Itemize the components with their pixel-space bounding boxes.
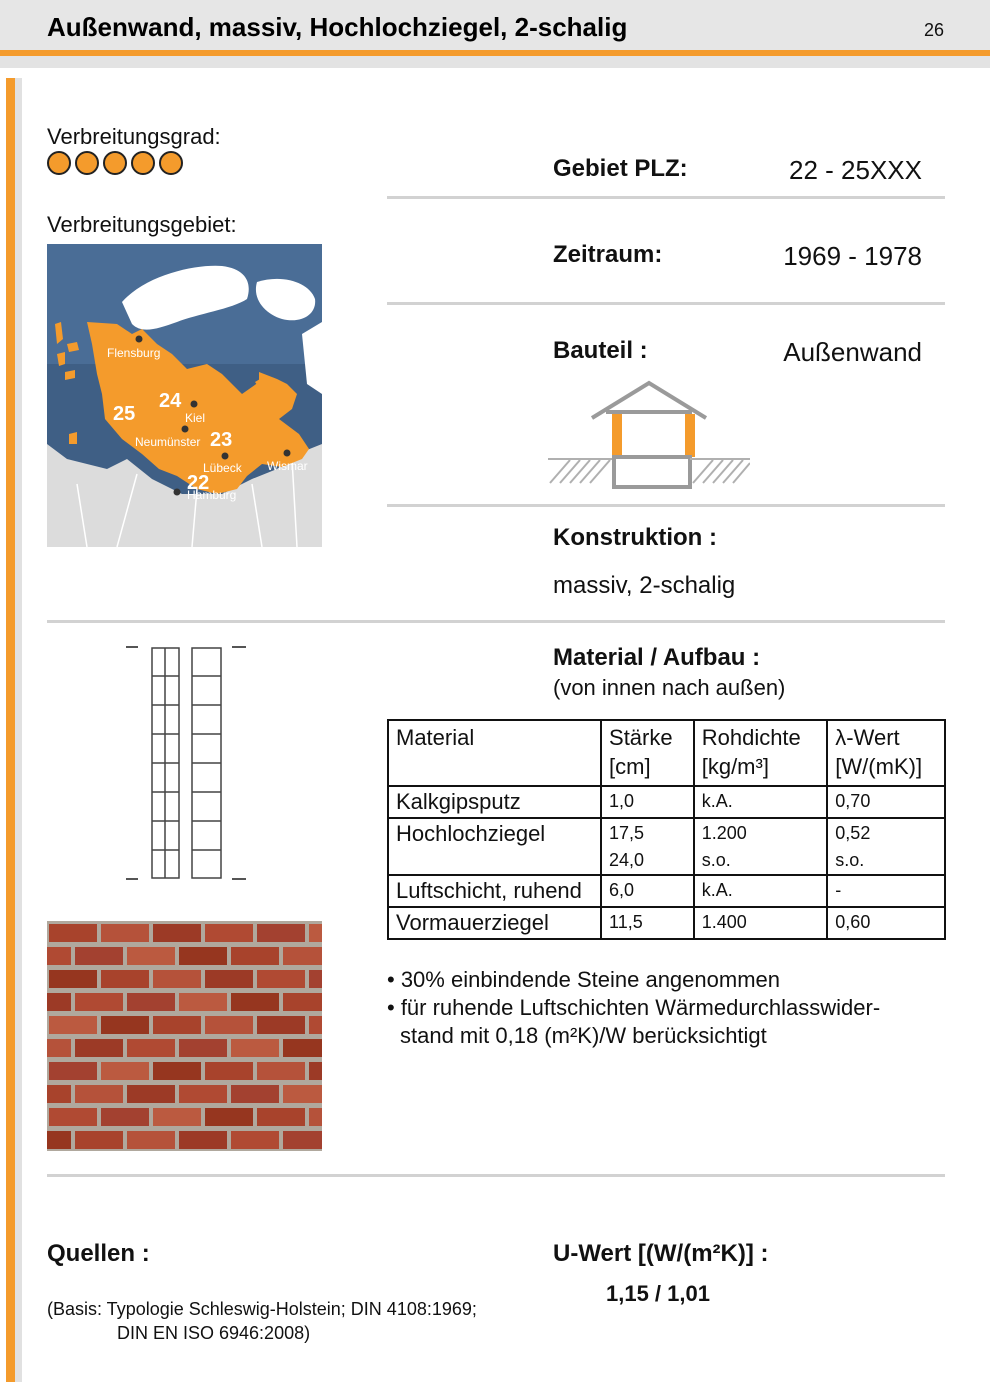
divider <box>47 620 945 623</box>
u-value-label: U-Wert [(W/(m²K)] : <box>553 1240 769 1267</box>
brick <box>257 1062 305 1080</box>
plz-label: Gebiet PLZ: <box>553 155 688 182</box>
brick <box>309 970 322 988</box>
table-row <box>388 818 945 875</box>
brick <box>283 1039 322 1057</box>
brick <box>127 1131 175 1149</box>
material-heading: Material / Aufbau : <box>553 644 761 671</box>
wall-section-drawing <box>124 642 250 884</box>
thickness-cell: 6,0 <box>601 875 694 907</box>
lambda-cell: 0,70 <box>827 786 945 818</box>
map-city-label: Neumünster <box>135 435 201 449</box>
rating-dot <box>75 151 99 175</box>
brick <box>47 1039 71 1057</box>
brick <box>153 924 201 942</box>
map-region-number: 24 <box>159 390 182 412</box>
component-value: Außenwand <box>783 337 922 367</box>
rating-dot <box>47 151 71 175</box>
construction-value: massiv, 2-schalig <box>553 572 736 599</box>
brick <box>283 1085 322 1103</box>
brick <box>127 993 175 1011</box>
thickness-cell: 17,5 24,0 <box>601 818 694 875</box>
sources-line: (Basis: Typologie Schleswig-Holstein; DIN 4108:1969; <box>47 1299 477 1319</box>
brick <box>127 1039 175 1057</box>
brick <box>257 924 305 942</box>
brick <box>231 947 279 965</box>
brick <box>179 1131 227 1149</box>
table-header-cell: Rohdichte [kg/m³] <box>694 720 828 786</box>
lambda-cell: - <box>827 875 945 907</box>
brick <box>283 1131 322 1149</box>
note-line: • 30% einbindende Steine angenommen <box>387 967 780 992</box>
brick <box>75 947 123 965</box>
material-name-cell: Vormauerziegel <box>388 907 601 939</box>
side-accent-bar <box>6 78 15 1382</box>
table-header-cell: Material <box>388 720 601 786</box>
brick <box>205 970 253 988</box>
component-label: Bauteil : <box>553 337 648 364</box>
note-line: • für ruhende Luftschichten Wärmedurchlasswider- <box>387 995 881 1020</box>
period-label: Zeitraum: <box>553 241 663 268</box>
u-value: 1,15 / 1,01 <box>606 1281 710 1306</box>
period-value: 1969 - 1978 <box>783 241 922 271</box>
page-title: Außenwand, massiv, Hochlochziegel, 2-schalig <box>47 12 628 42</box>
map-city-label: Lübeck <box>203 461 242 475</box>
note-line: stand mit 0,18 (m²K)/W berücksichtigt <box>400 1023 767 1048</box>
table-header-cell: Stärke [cm] <box>601 720 694 786</box>
header-gray-band <box>0 56 990 68</box>
brick-wall-photo <box>47 921 322 1151</box>
table-header-cell: λ-Wert [W/(mK)] <box>827 720 945 786</box>
brick <box>231 1085 279 1103</box>
construction-label: Konstruktion : <box>553 524 717 551</box>
page-number: 26 <box>923 20 944 40</box>
brick <box>101 1016 149 1034</box>
map-region-number: 23 <box>210 429 233 451</box>
brick <box>309 1016 322 1034</box>
house-icon <box>548 380 750 492</box>
brick <box>231 1131 279 1149</box>
brick <box>47 1131 71 1149</box>
brick <box>179 1039 227 1057</box>
density-cell: k.A. <box>694 875 828 907</box>
side-gray-bar <box>15 78 22 1382</box>
page-header <box>0 0 990 50</box>
brick <box>257 1016 305 1034</box>
brick <box>47 947 71 965</box>
brick <box>49 970 97 988</box>
distribution-degree-label: Verbreitungsgrad: <box>47 124 221 149</box>
brick <box>283 947 322 965</box>
brick <box>153 1108 201 1126</box>
brick <box>47 1085 71 1103</box>
brick <box>75 993 123 1011</box>
thickness-cell: 1,0 <box>601 786 694 818</box>
brick <box>153 1062 201 1080</box>
brick <box>309 1062 322 1080</box>
brick <box>179 993 227 1011</box>
brick <box>101 970 149 988</box>
brick <box>309 924 322 942</box>
rating-dot <box>131 151 155 175</box>
density-cell: k.A. <box>694 786 828 818</box>
plz-value: 22 - 25XXX <box>789 155 922 185</box>
brick <box>257 1108 305 1126</box>
table-row <box>388 875 945 907</box>
sources-line: DIN EN ISO 6946:2008) <box>117 1323 311 1343</box>
table-row <box>388 907 945 939</box>
material-subheading: (von innen nach außen) <box>553 675 786 700</box>
brick <box>205 1108 253 1126</box>
rating-dot <box>159 151 183 175</box>
lambda-cell: 0,60 <box>827 907 945 939</box>
brick <box>75 1039 123 1057</box>
brick <box>153 1016 201 1034</box>
map-region-number: 25 <box>113 403 136 425</box>
brick <box>309 1108 322 1126</box>
brick <box>231 1039 279 1057</box>
brick <box>101 1108 149 1126</box>
brick <box>205 1016 253 1034</box>
material-name-cell: Hochlochziegel <box>388 818 601 875</box>
brick <box>205 924 253 942</box>
map-city-label: Kiel <box>185 411 206 425</box>
table-row <box>388 786 945 818</box>
brick <box>179 947 227 965</box>
brick <box>101 924 149 942</box>
brick <box>283 993 322 1011</box>
density-cell: 1.200 s.o. <box>694 818 828 875</box>
brick <box>127 947 175 965</box>
brick <box>231 993 279 1011</box>
brick <box>75 1085 123 1103</box>
brick <box>127 1085 175 1103</box>
divider <box>387 504 945 507</box>
lambda-cell: 0,52 s.o. <box>827 818 945 875</box>
rating-dot <box>103 151 127 175</box>
distribution-area-label: Verbreitungsgebiet: <box>47 212 237 237</box>
distribution-degree-rating <box>47 151 183 175</box>
brick <box>179 1085 227 1103</box>
brick <box>49 1108 97 1126</box>
divider <box>387 302 945 305</box>
density-cell: 1.400 <box>694 907 828 939</box>
material-table <box>387 719 946 940</box>
brick <box>47 993 71 1011</box>
brick <box>257 970 305 988</box>
sources-label: Quellen : <box>47 1240 150 1267</box>
brick <box>49 1062 97 1080</box>
brick <box>49 924 97 942</box>
material-name-cell: Luftschicht, ruhend <box>388 875 601 907</box>
brick <box>101 1062 149 1080</box>
map-city-label: Flensburg <box>107 346 161 360</box>
map-city-label: Wismar <box>267 459 308 473</box>
table-header-row <box>388 720 945 786</box>
brick <box>75 1131 123 1149</box>
map-city-label: Hamburg <box>187 488 237 502</box>
brick <box>205 1062 253 1080</box>
brick <box>153 970 201 988</box>
divider <box>47 1174 945 1177</box>
brick <box>49 1016 97 1034</box>
material-name-cell: Kalkgipsputz <box>388 786 601 818</box>
thickness-cell: 11,5 <box>601 907 694 939</box>
divider <box>387 196 945 199</box>
map-region-number: 22 <box>187 472 210 494</box>
distribution-map <box>47 244 322 547</box>
